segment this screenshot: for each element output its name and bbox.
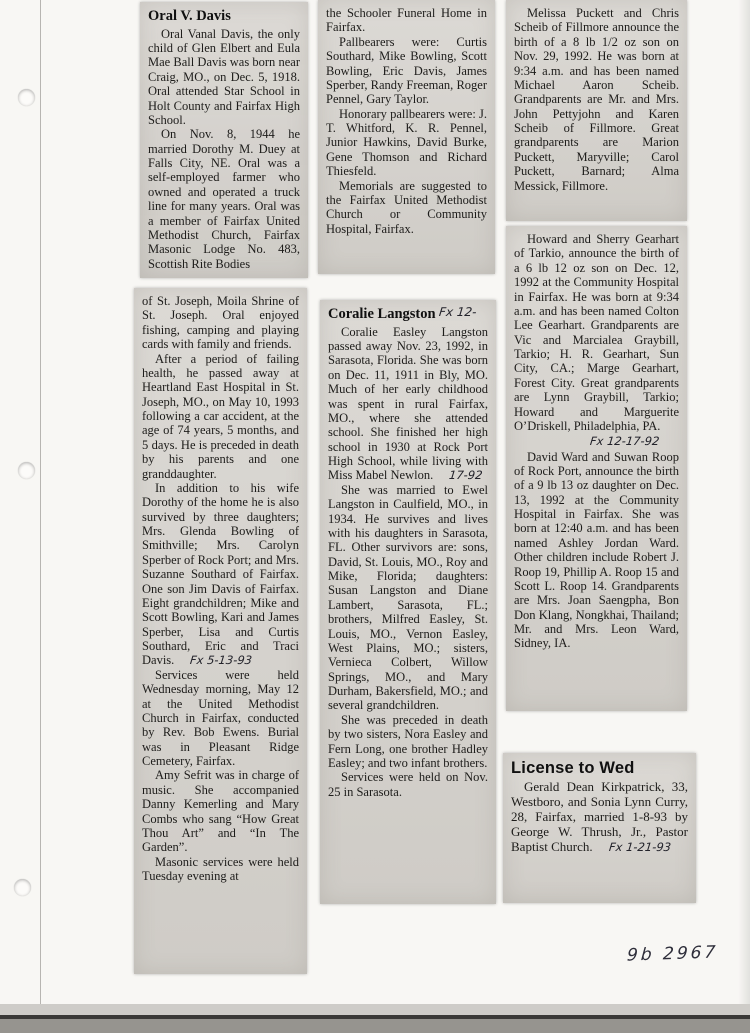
hole-punch-middle [18,462,35,479]
clipping-license-to-wed [503,753,696,903]
birth-announcement-paragraph: Melissa Puckett and Chris Scheib of Fillmore announce the birth of a 8 lb 1/2 oz son on Nov. 29, 1992. He was born at 9:34 a.m. and has been named Michael Aaron Scheib. Grandparents are Mr. and Mrs. John Pettyjohn and Karen Scheib of Fillmore. Great grandparents are Marion Puckett, Maryville; Carol Puckett, Barnard; Alma Messick, Fillmore. [514,6,679,193]
obituary-paragraph: Services were held on Nov. 25 in Sarasota. [328,770,488,799]
handwritten-date-annotation: Fx 5-13-93 [189,653,254,668]
obituary-paragraph: She was married to Ewel Langston in Caulfield, MO., in 1934. He survives and lives with his daughters in Sarasota, FL. Other survivors are: sons, David, St. Louis, MO., Roy and Mike, Florida; daughters: Susan Langston and Diane Lambert, Sarasota, FL.; brothers, Milfred Easley, St. Louis, MO., Vernon Easley, West Plains, MO.; sisters, Vernieca Colbert, Willow Springs, MO., and Mary Durham, Bakersfield, MO.; and several grandchildren. [328,482,488,713]
clipping-coralie-langston [320,300,496,904]
obituary-text: Coralie Easley Langston passed away Nov. 23, 1992, in Sarasota, Florida. She was born on Dec. 11, 1911 in Bly, MO. Much of her early childhood was spent in rural Fairfax, MO., where she attended school. She finished her high school in 1930 at Rock Port High School, while living with Miss Mabel Newlon. [328,324,488,483]
license-paragraph [511,780,688,855]
handwritten-date-annotation: Fx 12-17-92 [589,434,661,449]
birth-announcement-paragraph: David Ward and Suwan Roop of Rock Port, announce the birth of a 9 lb 13 oz daughter on Dec. 13, 1992 at the Community Hospital in Fairfax. She was born at 12:40 a.m. and has been named Ashley Jordan Ward. Other children include Robert J. Roop 19, Phillip A. Roop 15 and Scott L. Roop 14. Grandparents are Mrs. Joan Saengpha, Bon Don Klang, Nongkhai, Thailand; Mr. and Mrs. Leon Ward, Sidney, IA. [514,449,679,651]
obituary-paragraph [328,325,488,483]
obituary-title: Oral V. Davis [148,8,231,24]
scan-edge-shadow [738,0,750,1010]
birth-announcement-paragraph: Howard and Sherry Gearhart of Tarkio, announce the birth of a 6 lb 12 oz son on Dec. 12, 1992 at the Community Hospital in Fairfax. He was born at 9:34 a.m. and has been named Colton Lee Gearhart. Grandparents are Vic and Marcialea Graybill, Tarkio; H. R. Gearhart, Sun City, CA.; Marge Gearhart, Forest City. Great grandparents are Lynn Graybill, Tarkio; Howard and Marguerite O’Driskell, Philadelphia, PA. [514,232,679,433]
hole-punch-top [18,89,35,106]
obituary-title [328,306,488,323]
clipping-oral-davis-part-2 [134,288,307,974]
obituary-paragraph: the Schooler Funeral Home in Fairfax. [326,6,487,35]
obituary-text: In addition to his wife Dorothy of the home he is also survived by three daughters; Mrs. Glenda Bowling of Smithville; Mrs. Carolyn Sperber of Rock Port; and Mrs. Suzanne Southard of Fairfax. One son Jim Davis of Fairfax. Eight grandchildren; Mike and Scott Bowling, Kari and James Sperber, Lisa and Curtis Southard, Eric and Traci Davis. [142,480,299,668]
clipping-puckett-scheib-birth [506,0,687,221]
obituary-paragraph: Services were held Wednesday morning, May 12 at the United Methodist Church in Fairfax, conducted by Rev. Bob Ewens. Burial was in Pleasant Ridge Cemetery, Fairfax. [142,667,299,768]
hole-punch-bottom [14,879,31,896]
obituary-paragraph [142,481,299,668]
handwritten-catalog-number: 9b 2967 [626,942,719,966]
handwritten-date-annotation: Fx 1-21-93 [608,839,672,854]
obituary-paragraph: Pallbearers were: Curtis Southard, Mike Bowling, Scott Bowling, Eric Davis, James Sperber, Randy Freeman, Roger Pennel, Gary Taylor. [326,34,487,107]
obituary-paragraph: Memorials are suggested to the Fairfax United Methodist Church or Community Hospital, Fairfax. [326,178,487,236]
handwritten-date-annotation: Fx 12- [438,305,478,319]
obituary-paragraph: Masonic services were held Tuesday evening at [142,854,299,883]
license-text: Gerald Dean Kirkpatrick, 33, Westboro, and Sonia Lynn Curry, 28, Fairfax, married 1-8-93 by George W. Thrush, Jr., Pastor Baptist Church. [511,778,688,854]
license-to-wed-title: License to Wed [511,759,635,777]
obituary-paragraph: Amy Sefrit was in charge of music. She accompanied Danny Kemerling and Mary Combs who sang “How Great Thou Art” and “In The Garden”. [142,768,299,855]
obituary-title-text: Coralie Langston [328,306,436,322]
scan-bottom-strip-gray [0,1019,750,1033]
clipping-schooler-funeral-continuation [318,0,495,274]
clipping-gearhart-ward-births [506,226,687,711]
obituary-paragraph: On Nov. 8, 1944 he married Dorothy M. Duey at Falls City, NE. Oral was a self-employed farmer who owned and operated a truck line for many years. Oral was a member of Fairfax United Methodist Church, Fairfax Masonic Lodge No. 483, Scottish Rite Bodies [148,127,300,271]
clipping-oral-davis-part-1 [140,2,308,278]
obituary-paragraph: She was preceded in death by two sisters, Nora Easley and Fern Long, one brother Hadley Easley; and two infant brothers. [328,712,488,770]
handwritten-date-annotation: 17-92 [448,468,484,483]
handwritten-annotation-line [514,433,679,449]
obituary-paragraph: Oral Vanal Davis, the only child of Glen Elbert and Eula Mae Ball Davis was born near Craig, MO., on Dec. 5, 1918. Oral attended Star School in Holt County and Fairfax High School. [148,26,300,127]
scan-bottom-strip-light [0,1004,750,1015]
obituary-paragraph: After a period of failing health, he passed away at Heartland East Hospital in St. Joseph, MO., on May 10, 1993 following a car accident, at the age of 74 years, 5 months, and 5 days. He is preceded in death by his parents and one granddaughter. [142,351,299,481]
obituary-paragraph: Honorary pallbearers were: J. T. Whitford, K. R. Pennel, Junior Hawkins, David Burke, Gene Thomson and Richard Thiesfeld. [326,106,487,179]
obituary-paragraph: of St. Joseph, Moila Shrine of St. Joseph. Oral enjoyed fishing, camping and playing cards with family and friends. [142,294,299,352]
page-edge-line [40,0,41,1010]
